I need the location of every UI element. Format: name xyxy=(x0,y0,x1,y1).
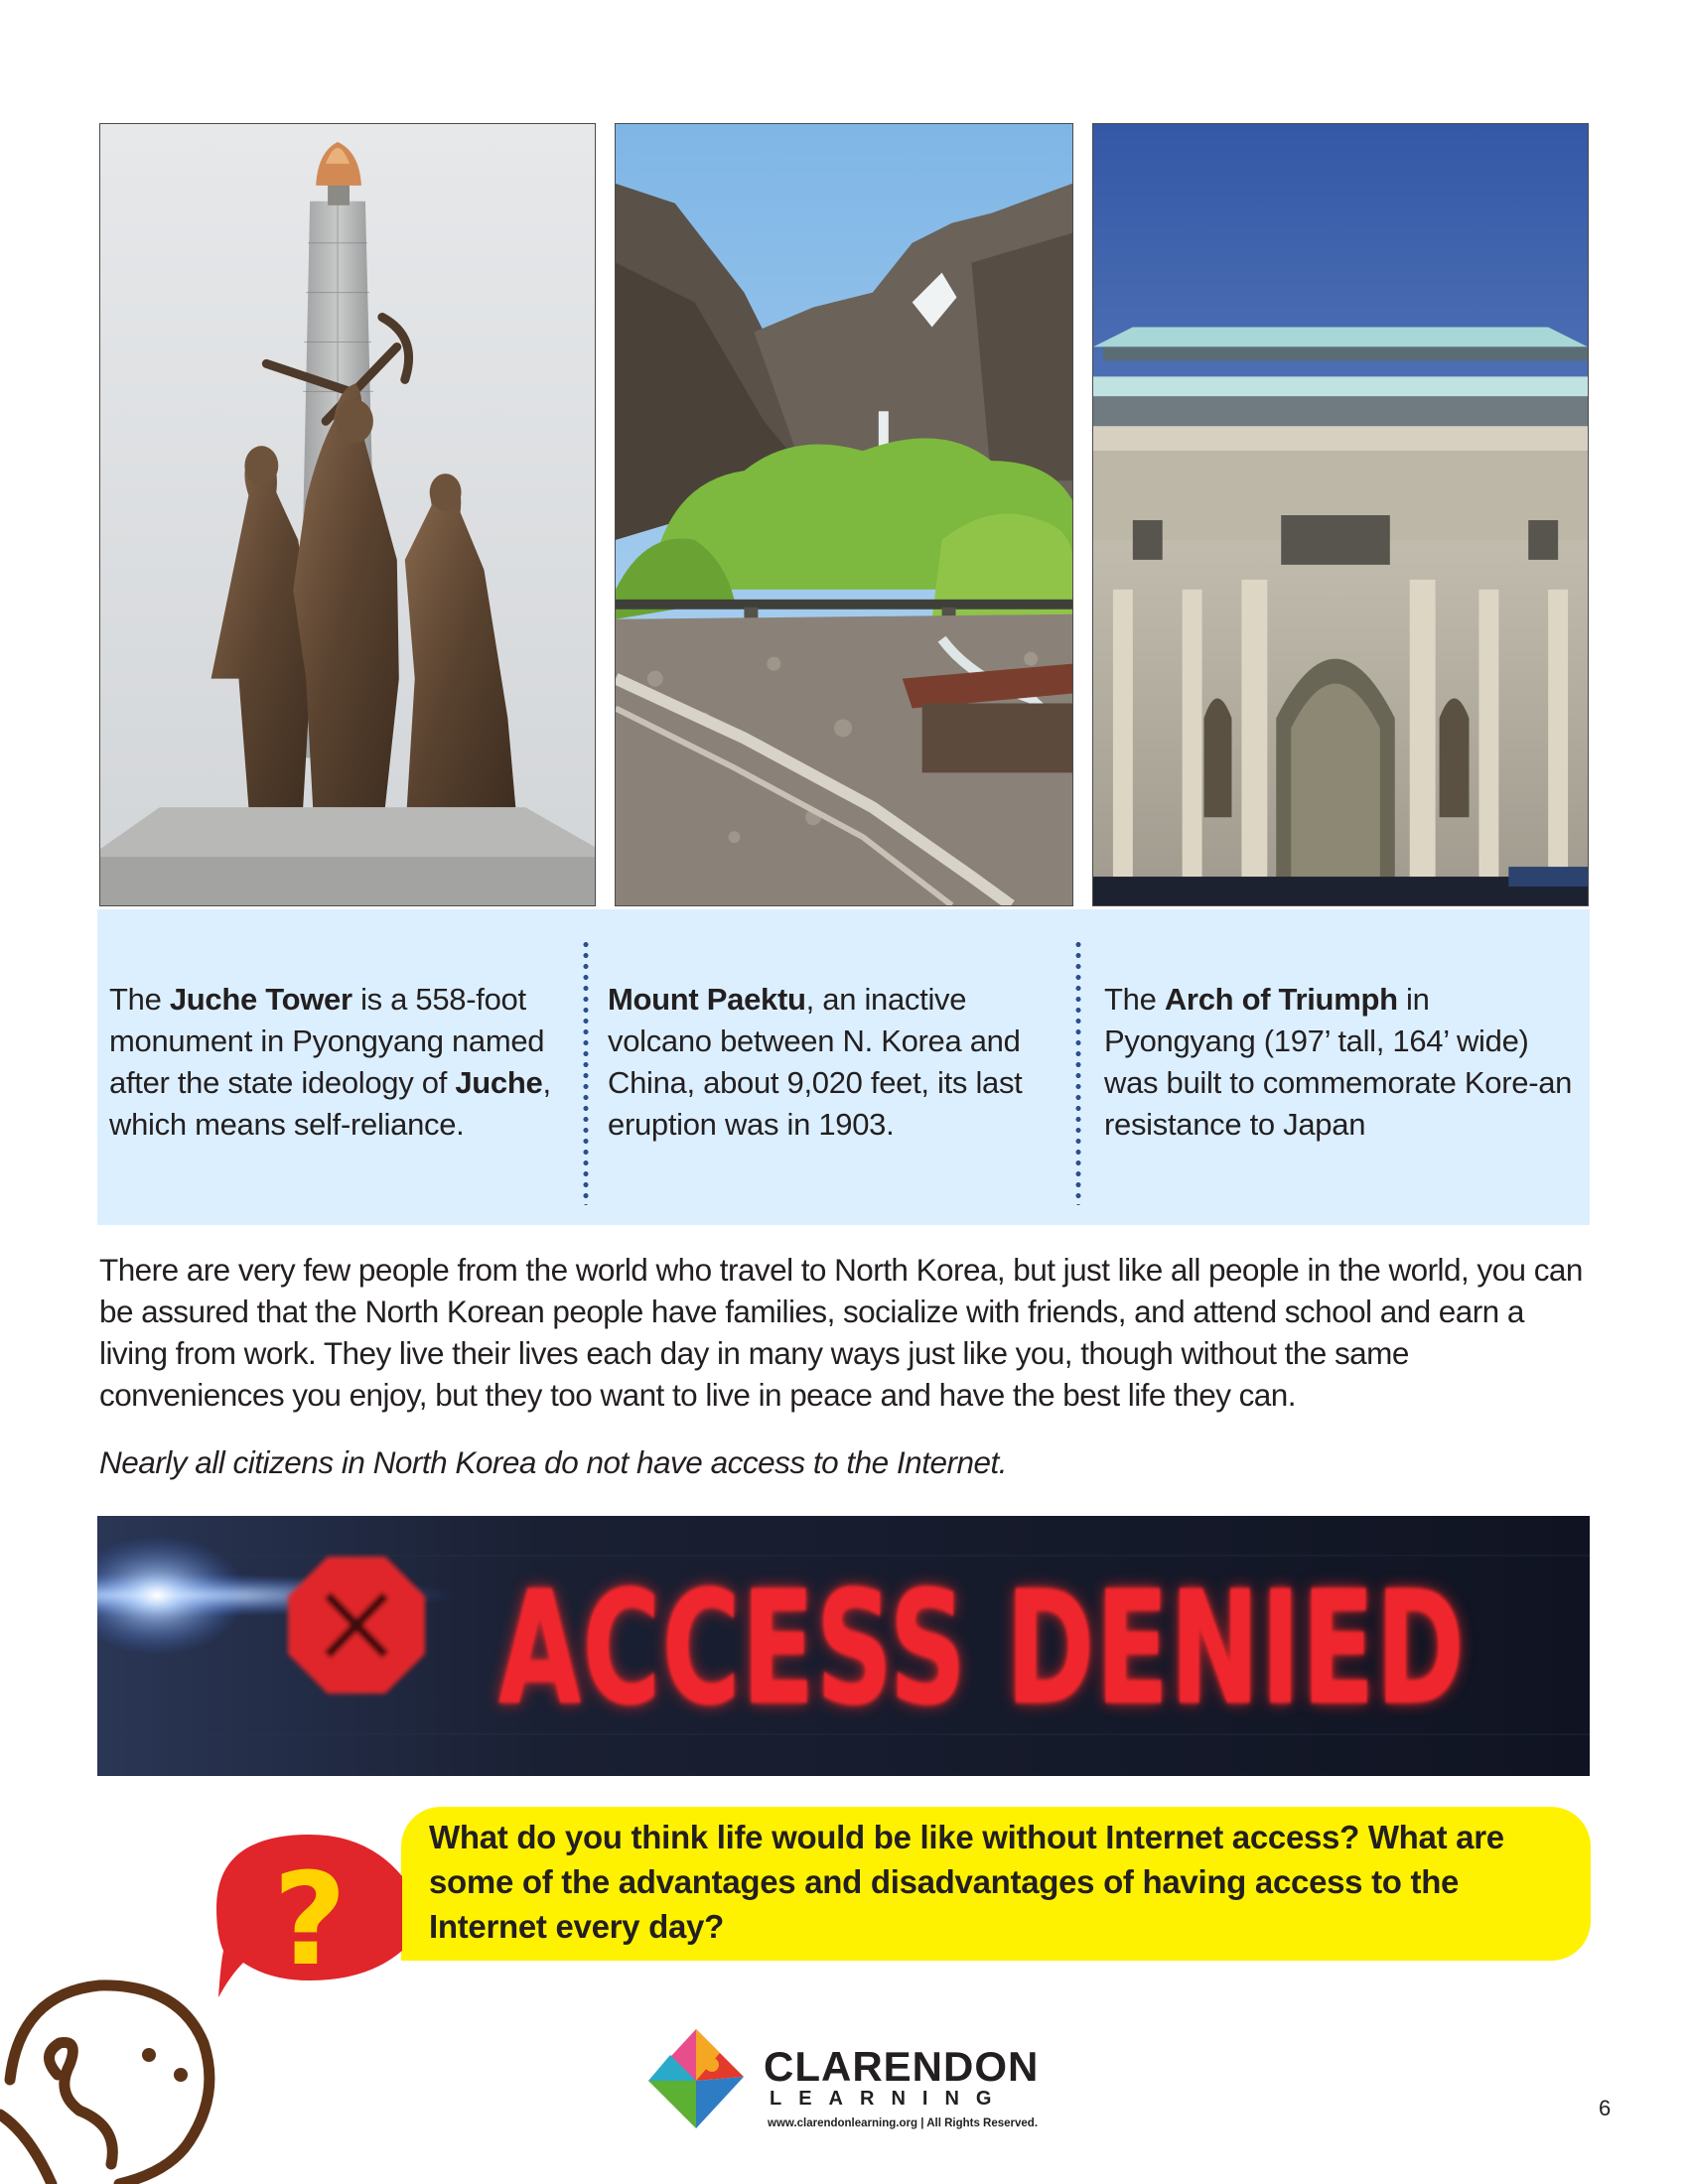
body-paragraph: There are very few people from the world who travel to North Korea, but just like all people in the world, you can be assured that the North Korean people have families, socialize with friends, and attend school and earn a living from work. They live their lives each day in many ways just like you, though without the same conveniences you enjoy, but they too want to live in peace and have the best life they can. xyxy=(99,1252,1583,1413)
caption-juche-tower: The Juche Tower is a 558-foot monument in Pyongyang named after the state ideology of Juche, which means self-reliance. xyxy=(109,982,551,1142)
access-denied-text: ACCESS DENIED xyxy=(498,1558,1467,1740)
question-mark: ? xyxy=(272,1846,348,1994)
internet-access-note: Nearly all citizens in North Korea do not have access to the Internet. xyxy=(99,1444,1007,1480)
thinking-character-icon xyxy=(0,1777,417,2184)
puzzle-logo-icon xyxy=(640,2025,752,2136)
juche-tower-photo xyxy=(99,123,596,906)
caption-arch-of-triumph: The Arch of Triumph in Pyongyang (197’ tall, 164’ wide) was built to commemorate Kore-an resistance to Japan xyxy=(1104,982,1573,1142)
clarendon-learning-logo xyxy=(640,2025,1057,2144)
caption-mount-paektu: Mount Paektu, an inactive volcano between N. Korea and China, about 9,020 feet, its last eruption was in 1903. xyxy=(608,982,1023,1142)
stop-sign-icon xyxy=(288,1557,425,1694)
page-number: 6 xyxy=(1599,2096,1612,2120)
arch-of-triumph-photo xyxy=(1092,123,1589,906)
dotted-divider xyxy=(1075,939,1081,1205)
logo-name: CLARENDON xyxy=(764,2043,1040,2090)
discussion-question-box xyxy=(401,1807,1591,1961)
mount-paektu-photo xyxy=(615,123,1073,906)
caption-panel xyxy=(97,909,1590,1225)
access-denied-banner xyxy=(97,1516,1590,1776)
discussion-question: What do you think life would be like without Internet access? What are some of the advantages and disadvantages of having access to the Internet every day? xyxy=(429,1819,1504,1945)
logo-subtitle: LEARNING xyxy=(770,2088,1009,2110)
dotted-divider xyxy=(583,939,589,1205)
logo-url: www.clarendonlearning.org | All Rights Reserved. xyxy=(768,2117,1039,2129)
